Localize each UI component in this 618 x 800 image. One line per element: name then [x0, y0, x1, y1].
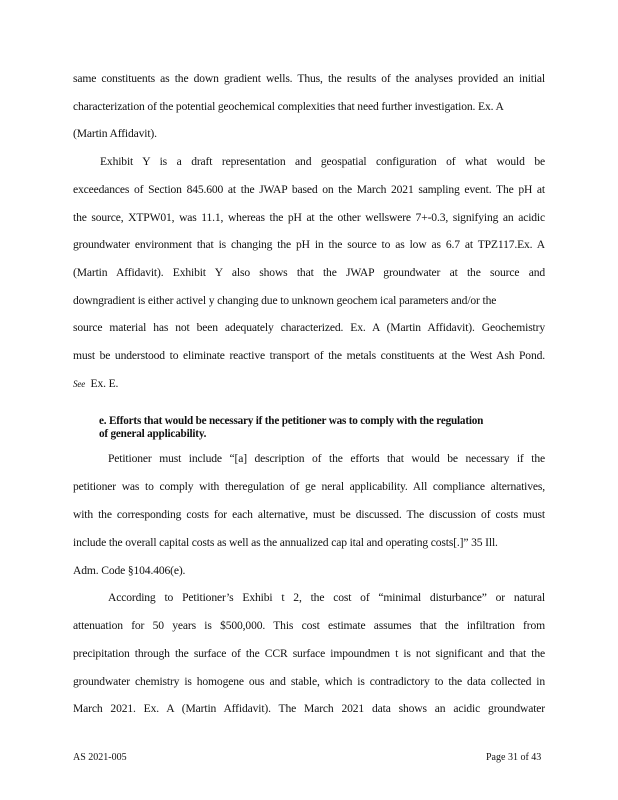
heading-line: of general applicability. [99, 428, 207, 440]
docket-number: AS 2021-005 [73, 752, 127, 763]
text-line: attenuation for 50 years is $500,000. This cost estimate assumes that the infiltration from [73, 619, 545, 632]
text-line: downgradient is either activel y changing due to unknown geochem ical parameters and/or the [73, 294, 497, 307]
text-line: Petitioner must include “[a] description of the efforts that would be necessary if the [108, 452, 545, 465]
text-line: petitioner was to comply with theregulation of ge neral applicability. All compliance alternatives, [73, 480, 545, 493]
text-line: must be understood to eliminate reactive transport of the metals constituents at the West Ash Pond. [73, 349, 545, 362]
text-line: (Martin Affidavit). Exhibit Y also shows that the JWAP groundwater at the source and [73, 266, 545, 279]
text-line: characterization of the potential geochemical complexities that need further investigation. Ex. A [73, 100, 504, 113]
text-line: March 2021. Ex. A (Martin Affidavit). The March 2021 data shows an acidic groundwater [73, 702, 545, 715]
text-line: Exhibit Y is a draft representation and geospatial configuration of what would be [100, 155, 545, 168]
see-citation-line [73, 377, 545, 391]
text-line: precipitation through the surface of the CCR surface impoundmen t is not significant and that the [73, 647, 545, 660]
text-line: According to Petitioner’s Exhibi t 2, the cost of “minimal disturbance” or natural [108, 591, 545, 604]
text-line: the source, XTPW01, was 11.1, whereas the pH at the other wellswere 7+-0.3, signifying an acidic [73, 211, 545, 224]
text-line: groundwater environment that is changing the pH in the source to as low as 6.7 at TPZ117.Ex. A [73, 238, 545, 251]
text-line: include the overall capital costs as well as the annualized cap ital and operating costs[.]” 35 Ill. [73, 536, 498, 549]
page-number: Page 31 of 43 [486, 752, 542, 763]
text-line: (Martin Affidavit). [73, 127, 157, 140]
heading-line: e. Efforts that would be necessary if the petitioner was to comply with the regulation [99, 415, 484, 427]
text-line: Adm. Code §104.406(e). [73, 564, 186, 577]
text-line: groundwater chemistry is homogene ous and stable, which is contradictory to the data collected in [73, 675, 545, 688]
text-line: exceedances of Section 845.600 at the JWAP based on the March 2021 sampling event. The pH at [73, 183, 545, 196]
see-signal: See [73, 379, 86, 389]
see-citation: Ex. E. [85, 377, 119, 390]
text-line: with the corresponding costs for each alternative, must be discussed. The discussion of costs must [73, 508, 545, 521]
text-line: same constituents as the down gradient wells. Thus, the results of the analyses provided an initial [73, 72, 545, 85]
text-line: source material has not been adequately characterized. Ex. A (Martin Affidavit). Geochemistry [73, 321, 545, 334]
